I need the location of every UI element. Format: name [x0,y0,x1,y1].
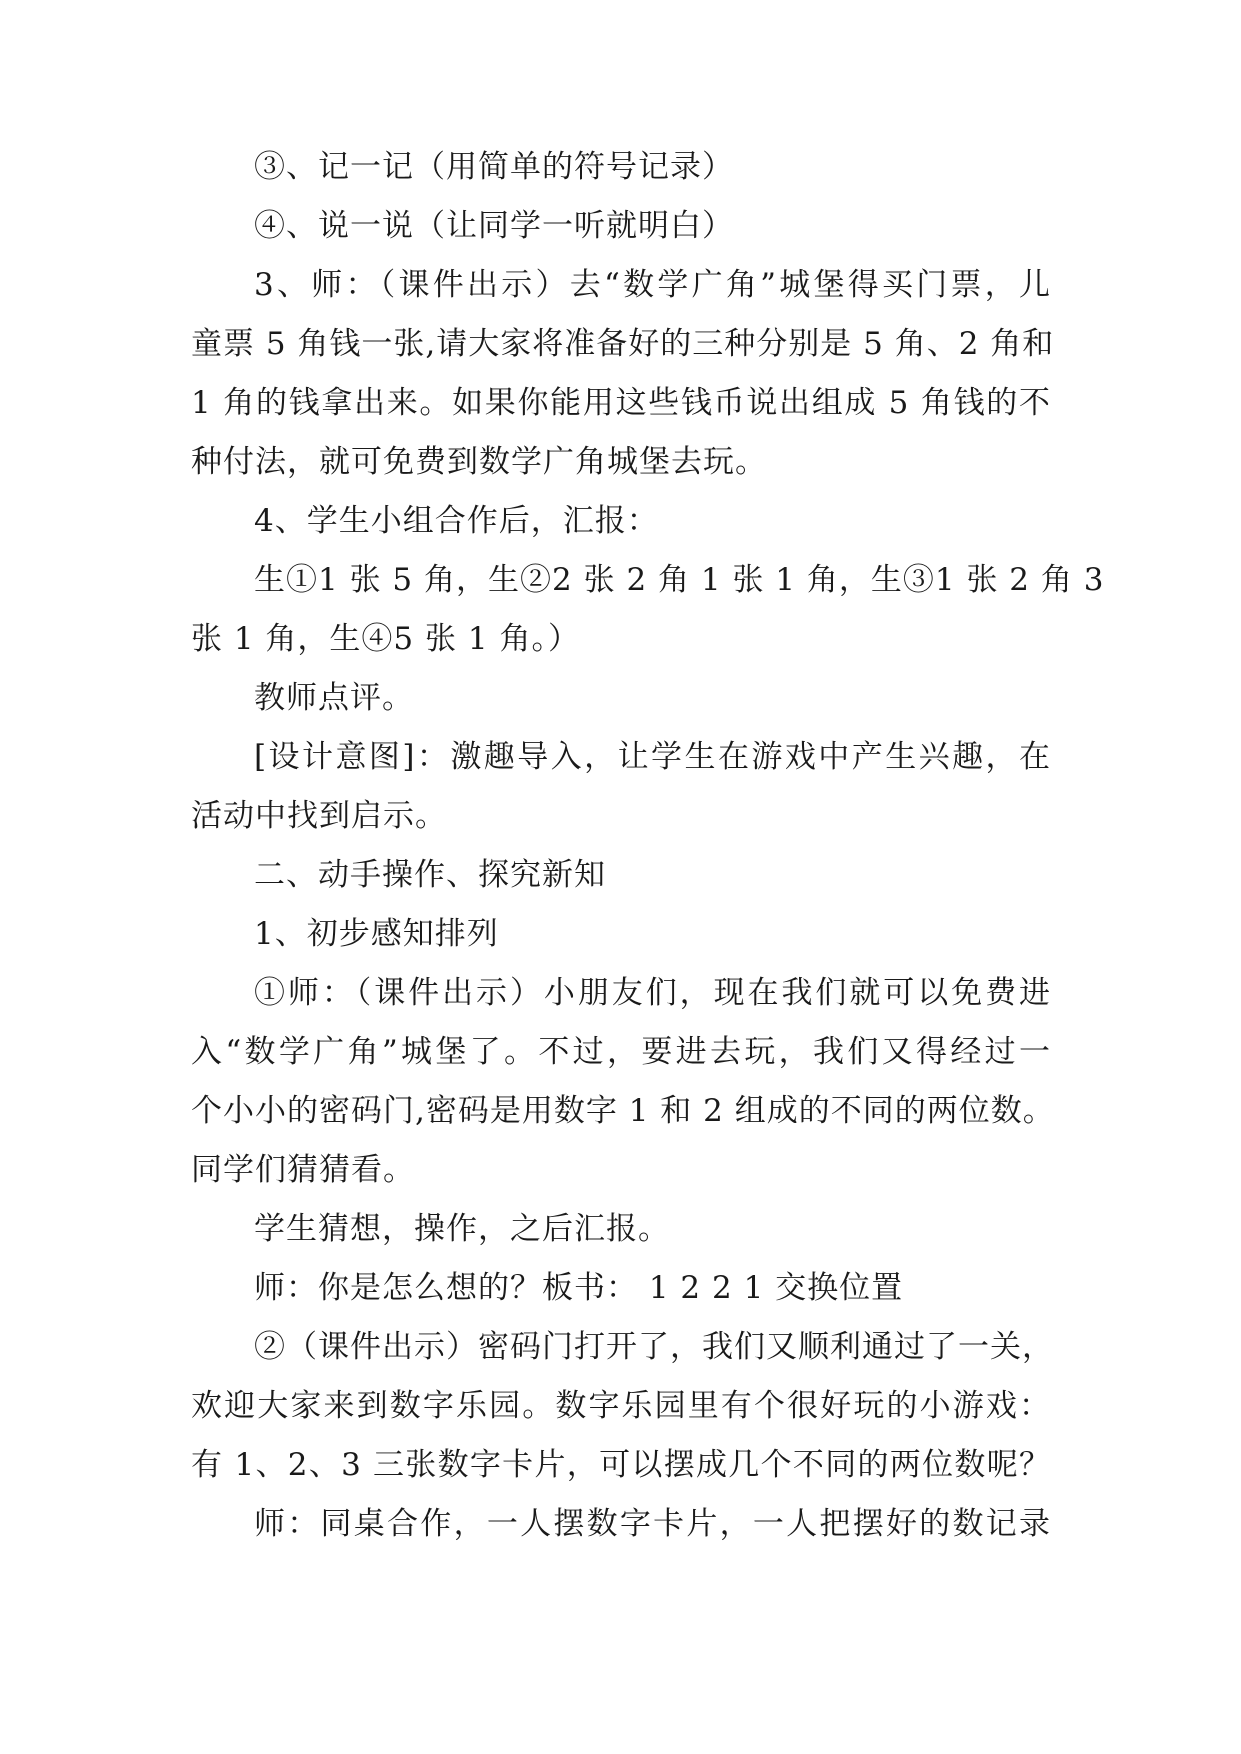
text-line: 学生猜想，操作，之后汇报。 [254,1211,670,1247]
text-line: 4、学生小组合作后，汇报： [254,503,659,539]
text-line: 同学们猜猜看。 [191,1152,415,1188]
text-line: 有 1、2、3 三张数字卡片，可以摆成几个不同的两位数呢？ [191,1447,1051,1483]
text-line: ④、说一说（让同学一听就明白） [254,208,734,244]
text-line: [设计意图]：激趣导入，让学生在游戏中产生兴趣，在 [254,739,1051,775]
text-line: 欢迎大家来到数字乐园。数字乐园里有个很好玩的小游戏： [191,1388,1051,1424]
text-line: 活动中找到启示。 [191,798,447,834]
text-line: 个小小的密码门,密码是用数字 1 和 2 组成的不同的两位数。 [191,1093,1055,1129]
text-line: ③、记一记（用简单的符号记录） [254,149,734,185]
text-line: ②（课件出示）密码门打开了，我们又顺利通过了一关， [254,1329,1054,1365]
text-line: 张 1 角，生④5 张 1 角。） [191,621,580,657]
text-line: 童票 5 角钱一张,请大家将准备好的三种分别是 5 角、2 角和 [191,326,1055,362]
text-line: 3、师：（课件出示）去“数学广角”城堡得买门票，儿 [254,267,1051,303]
text-line: 1 角的钱拿出来。如果你能用这些钱币说出组成 5 角钱的不 [191,385,1051,421]
text-line: 师：同桌合作，一人摆数字卡片，一人把摆好的数记录 [254,1506,1051,1542]
text-line: 师：你是怎么想的？板书： 1 2 2 1 交换位置 [254,1270,904,1306]
text-line: 生①1 张 5 角，生②2 张 2 角 1 张 1 角，生③1 张 2 角 3 [254,562,1105,598]
text-line: 教师点评。 [254,680,414,716]
subsection-heading: 1、初步感知排列 [254,916,499,952]
section-heading: 二、动手操作、探究新知 [254,857,606,893]
text-line: 入“数学广角”城堡了。不过，要进去玩，我们又得经过一 [191,1034,1051,1070]
text-line: ①师：（课件出示）小朋友们，现在我们就可以免费进 [254,975,1051,1011]
text-line: 种付法，就可免费到数学广角城堡去玩。 [191,444,767,480]
